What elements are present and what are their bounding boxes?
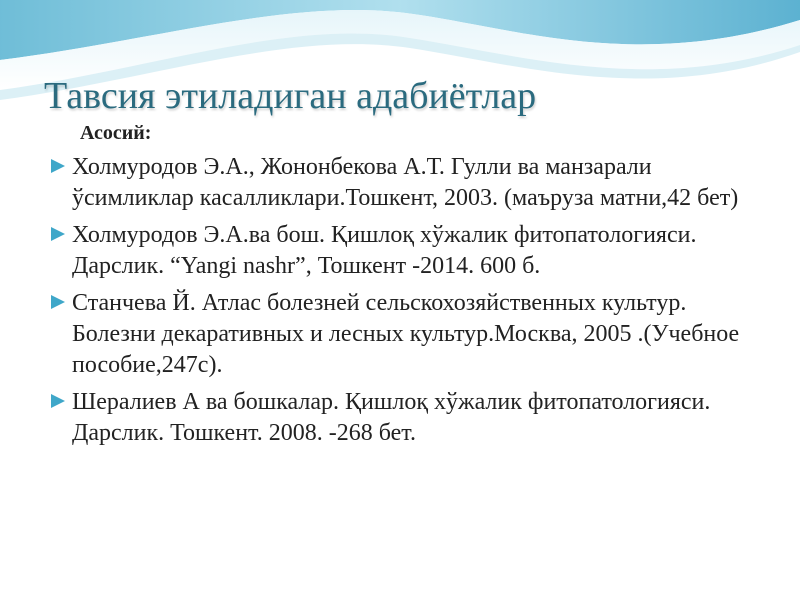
- reference-list: [48, 152, 768, 455]
- reference-item: [48, 288, 768, 381]
- section-subtitle: Асосий:: [80, 122, 152, 144]
- triangle-bullet-icon: [50, 393, 66, 409]
- triangle-bullet-icon: [50, 294, 66, 310]
- reference-item: [48, 220, 768, 282]
- reference-item: [48, 387, 768, 449]
- reference-text: Станчева Й. Атлас болезней сельскохозяйственных культур. Болезни декаративных и лесных культур.Москва, 2005 .(Учебное пособие,247с).: [72, 290, 740, 378]
- reference-text: Шералиев А ва бошкалар. Қишлоқ хўжалик фитопатологияси. Дарслик. Тошкент. 2008. -268 бет.: [72, 389, 711, 446]
- reference-text: Холмуродов Э.А., Жононбекова А.Т. Гулли ва манзарали ўсимликлар касалликлари.Тошкент, 2003. (маъруза матни,42 бет): [72, 154, 739, 211]
- reference-text: Холмуродов Э.А.ва бош. Қишлоқ хўжалик фитопатологияси. Дарслик. “Yangi nashr”, Тошкент -2014. 600 б.: [72, 222, 697, 279]
- slide-title: Тавсия этиладиган адабиётлар: [44, 75, 537, 117]
- triangle-bullet-icon: [50, 158, 66, 174]
- reference-item: [48, 152, 768, 214]
- triangle-bullet-icon: [50, 226, 66, 242]
- header-wave-decoration: [0, 0, 800, 140]
